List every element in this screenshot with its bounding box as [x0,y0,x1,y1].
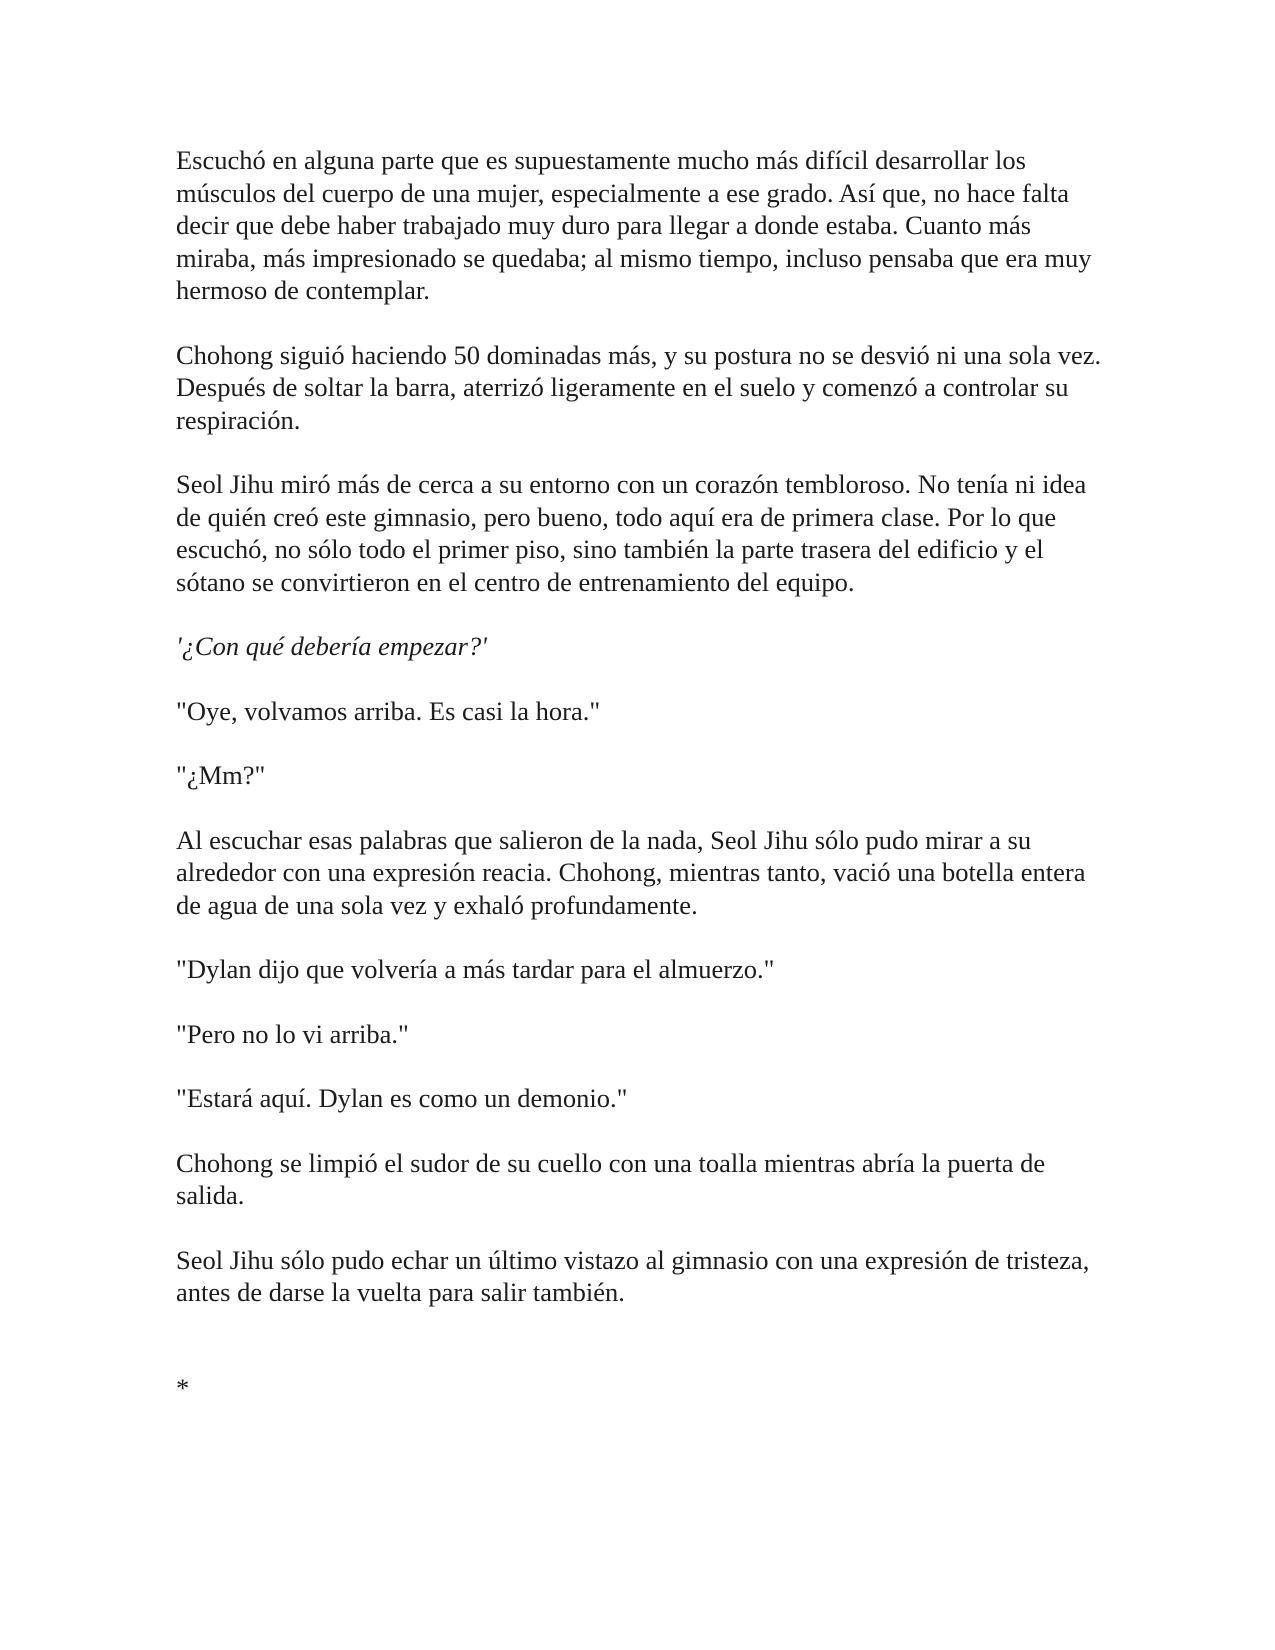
paragraph-2: Chohong siguió haciendo 50 dominadas más, y su postura no se desvió ni una sola vez. Después de soltar la barra, aterrizó ligeramente en el suelo y comenzó a controlar su respiración. [176,339,1102,435]
dialogue-line-1: "Oye, volvamos arriba. Es casi la hora." [176,695,601,726]
dialogue-line-5: "Estará aquí. Dylan es como un demonio." [176,1083,628,1113]
paragraph-3: Seol Jihu miró más de cerca a su entorno con un corazón tembloroso. No tenía ni idea de quién creó este gimnasio, pero bueno, todo aquí era de primera clase. Por lo que escuchó, no sólo todo el primer piso, sino también la parte trasera del edificio y el sótano se convirtieron en el centro de entrenamiento del equipo. [176,469,1087,597]
paragraph-1: Escuchó en alguna parte que es supuestamente mucho más difícil desarrollar los músculos del cuerpo de una mujer, especialmente a ese grado. Así que, no hace falta decir que debe haber trabajado muy duro para llegar a donde estaba. Cuanto más miraba, más impresionado se quedaba; al mismo tiempo, incluso pensaba que era muy hermoso de contemplar. [176,145,1092,305]
scene-break: * [176,1373,190,1403]
dialogue-line-4: "Pero no lo vi arriba." [176,1018,409,1049]
paragraph-4: Al escuchar esas palabras que salieron de la nada, Seol Jihu sólo pudo mirar a su alrededor con una expresión reacia. Chohong, mientras tanto, vació una botella entera de agua de una sola vez y exhaló profundamente. [176,824,1086,920]
dialogue-line-2: "¿Mm?" [176,760,266,790]
inner-thought: '¿Con qué debería empezar?' [176,631,487,661]
paragraph-6: Seol Jihu sólo pudo echar un último vistazo al gimnasio con una expresión de tristeza, antes de darse la vuelta para salir también. [176,1244,1090,1307]
dialogue-line-3: "Dylan dijo que volvería a más tardar para el almuerzo." [176,954,775,984]
document-body [176,144,1106,1341]
paragraph-5: Chohong se limpió el sudor de su cuello con una toalla mientras abría la puerta de salida. [176,1147,1046,1210]
